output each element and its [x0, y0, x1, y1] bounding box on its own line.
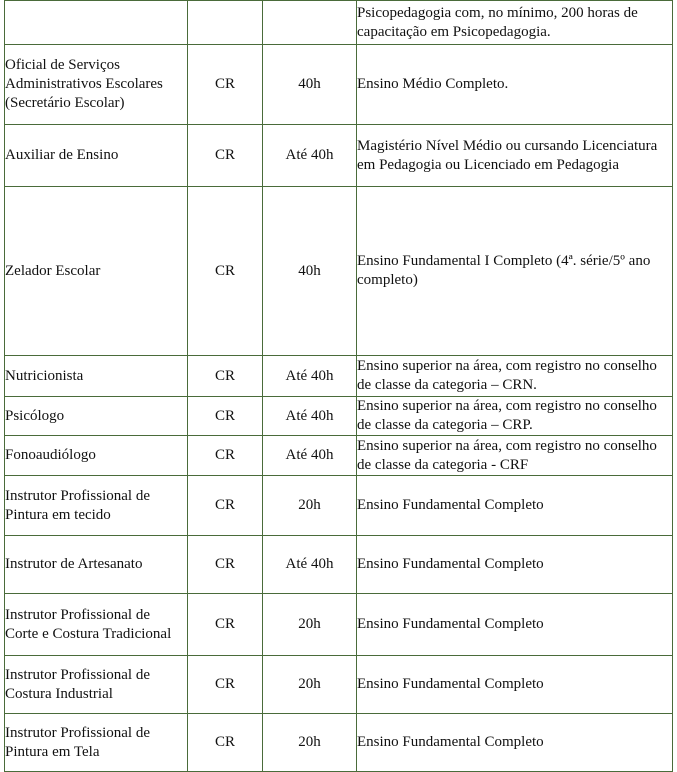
- vagas-cell: CR: [188, 536, 263, 594]
- requisito-cell: Ensino Médio Completo.: [357, 45, 673, 125]
- cargo-cell: Nutricionista: [5, 356, 188, 397]
- carga-horaria-cell: Até 40h: [263, 125, 357, 187]
- requisito-cell: Magistério Nível Médio ou cursando Licenciatura em Pedagogia ou Licenciado em Pedagogia: [357, 125, 673, 187]
- cargo-cell: Instrutor Profissional de Pintura em tecido: [5, 476, 188, 536]
- carga-horaria-cell: Até 40h: [263, 356, 357, 397]
- carga-horaria-cell: 40h: [263, 45, 357, 125]
- cargo-cell: Instrutor de Artesanato: [5, 536, 188, 594]
- cargo-cell: Auxiliar de Ensino: [5, 125, 188, 187]
- vagas-cell: CR: [188, 714, 263, 772]
- table-row: [5, 45, 673, 125]
- vagas-cell: CR: [188, 476, 263, 536]
- carga-horaria-cell: Até 40h: [263, 536, 357, 594]
- carga-horaria-cell: Até 40h: [263, 436, 357, 476]
- requisito-cell: Ensino superior na área, com registro no conselho de classe da categoria – CRP.: [357, 397, 673, 436]
- vagas-cell: CR: [188, 436, 263, 476]
- cargo-cell: [5, 1, 188, 45]
- table-row: [5, 436, 673, 476]
- carga-horaria-cell: 20h: [263, 476, 357, 536]
- carga-horaria-cell: 20h: [263, 594, 357, 656]
- vagas-cell: CR: [188, 594, 263, 656]
- vagas-cell: CR: [188, 187, 263, 356]
- vagas-cell: CR: [188, 45, 263, 125]
- carga-horaria-cell: 20h: [263, 714, 357, 772]
- table-row: [5, 1, 673, 45]
- vagas-cell: [188, 1, 263, 45]
- vagas-cell: CR: [188, 125, 263, 187]
- vagas-cell: CR: [188, 356, 263, 397]
- carga-horaria-cell: [263, 1, 357, 45]
- carga-horaria-cell: Até 40h: [263, 397, 357, 436]
- cargo-cell: Instrutor Profissional de Pintura em Tela: [5, 714, 188, 772]
- table-row: [5, 656, 673, 714]
- requisito-cell: Ensino Fundamental I Completo (4ª. série/5º ano completo): [357, 187, 673, 356]
- cargos-table: [4, 0, 673, 772]
- cargo-cell: Instrutor Profissional de Corte e Costura Tradicional: [5, 594, 188, 656]
- requisito-cell: Ensino Fundamental Completo: [357, 656, 673, 714]
- vagas-cell: CR: [188, 656, 263, 714]
- table-row: [5, 397, 673, 436]
- vagas-cell: CR: [188, 397, 263, 436]
- requisito-cell: Ensino Fundamental Completo: [357, 536, 673, 594]
- cargo-cell: Psicólogo: [5, 397, 188, 436]
- requisito-cell: Ensino superior na área, com registro no conselho de classe da categoria - CRF: [357, 436, 673, 476]
- table-row: [5, 187, 673, 356]
- table-row: [5, 125, 673, 187]
- table-row: [5, 356, 673, 397]
- table-row: [5, 594, 673, 656]
- requisito-cell: Ensino Fundamental Completo: [357, 476, 673, 536]
- table-row: [5, 714, 673, 772]
- table-row: [5, 476, 673, 536]
- cargo-cell: Oficial de Serviços Administrativos Escolares (Secretário Escolar): [5, 45, 188, 125]
- cargo-cell: Instrutor Profissional de Costura Industrial: [5, 656, 188, 714]
- requisito-cell: Psicopedagogia com, no mínimo, 200 horas de capacitação em Psicopedagogia.: [357, 1, 673, 45]
- carga-horaria-cell: 20h: [263, 656, 357, 714]
- requisito-cell: Ensino superior na área, com registro no conselho de classe da categoria – CRN.: [357, 356, 673, 397]
- cargo-cell: Zelador Escolar: [5, 187, 188, 356]
- cargo-cell: Fonoaudiólogo: [5, 436, 188, 476]
- carga-horaria-cell: 40h: [263, 187, 357, 356]
- requisito-cell: Ensino Fundamental Completo: [357, 594, 673, 656]
- table-row: [5, 536, 673, 594]
- requisito-cell: Ensino Fundamental Completo: [357, 714, 673, 772]
